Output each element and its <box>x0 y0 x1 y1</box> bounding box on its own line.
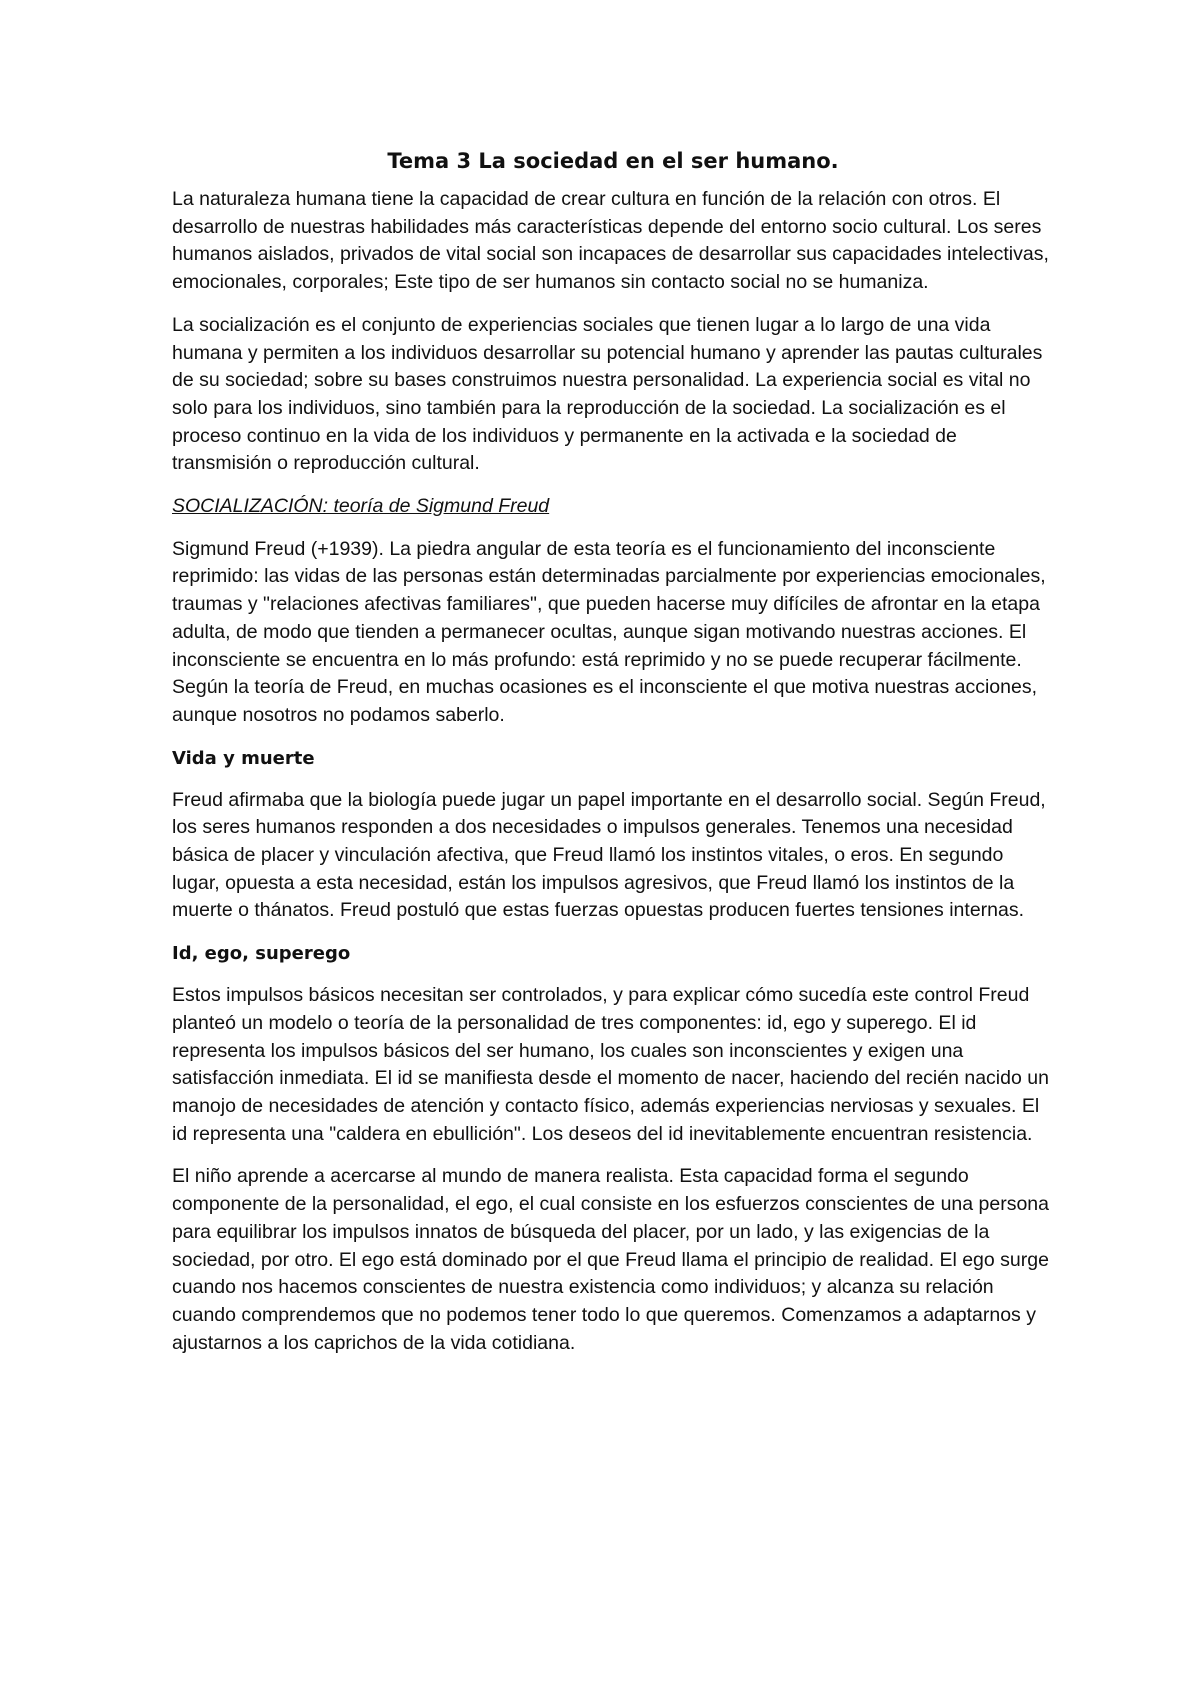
paragraph-freud: Sigmund Freud (+1939). La piedra angular de esta teoría es el funcionamiento del inconsciente reprimido: las vidas de las personas están determinadas parcialmente por experiencias emocionales, traumas y "relaciones afectivas familiares", que pueden hacerse muy difíciles de afrontar en la etapa adulta, de modo que tienden a permanecer ocultas, aunque sigan motivando nuestras acciones. El inconsciente se encuentra en lo más profundo: está reprimido y no se puede recuperar fácilmente. Según la teoría de Freud, en muchas ocasiones es el inconsciente el que motiva nuestras acciones, aunque nosotros no podamos saberlo. <box>172 537 1046 726</box>
heading-vida-y-muerte: Vida y muerte <box>172 747 315 769</box>
document-page <box>172 146 1052 1372</box>
subheading-freud: SOCIALIZACIÓN: teoría de Sigmund Freud <box>172 495 550 518</box>
paragraph-ego: El niño aprende a acercarse al mundo de manera realista. Esta capacidad forma el segundo componente de la personalidad, el ego, el cual consiste en los esfuerzos conscientes de una persona para equilibrar los impulsos innatos de búsqueda del placer, por un lado, y las exigencias de la sociedad, por otro. El ego está dominado por el que Freud llama el principio de realidad. El ego surge cuando nos hacemos conscientes de nuestra existencia como individuos; y alcanza su relación cuando comprendemos que no podemos tener todo lo que queremos. Comenzamos a adaptarnos y ajustarnos a los caprichos de la vida cotidiana. <box>172 1165 1049 1354</box>
paragraph-vida-y-muerte: Freud afirmaba que la biología puede jugar un papel importante en el desarrollo social. Según Freud, los seres humanos responden a dos necesidades o impulsos generales. Tenemos una necesidad básica de placer y vinculación afectiva, que Freud llamó los instintos vitales, o eros. En segundo lugar, opuesta a esta necesidad, están los impulsos agresivos, que Freud llamó los instintos de la muerte o thánatos. Freud postuló que estas fuerzas opuestas producen fuertes tensiones internas. <box>172 788 1046 922</box>
paragraph-intro: La naturaleza humana tiene la capacidad de crear cultura en función de la relación con otros. El desarrollo de nuestras habilidades más características depende del entorno socio cultural. Los seres humanos aislados, privados de vital social son incapaces de desarrollar sus capacidades intelectivas, emocionales, corporales; Este tipo de ser humanos sin contacto social no se humaniza. <box>172 188 1049 294</box>
document-title: Tema 3 La sociedad en el ser humano. <box>387 149 839 173</box>
paragraph-id: Estos impulsos básicos necesitan ser controlados, y para explicar cómo sucedía este control Freud planteó un modelo o teoría de la personalidad de tres componentes: id, ego y superego. El id representa los impulsos básicos del ser humano, los cuales son inconscientes y exigen una satisfacción inmediata. El id se manifiesta desde el momento de nacer, haciendo del recién nacido un manojo de necesidades de atención y contacto físico, además experiencias nerviosas y sexuales. El id representa una "caldera en ebullición". Los deseos del id inevitablemente encuentran resistencia. <box>172 984 1049 1145</box>
heading-id-ego-superego: Id, ego, superego <box>172 943 351 965</box>
paragraph-socializacion: La socialización es el conjunto de experiencias sociales que tienen lugar a lo largo de una vida humana y permiten a los individuos desarrollar su potencial humano y aprender las pautas culturales de su sociedad; sobre su bases construimos nuestra personalidad. La experiencia social es vital no solo para los individuos, sino también para la reproducción de la sociedad. La socialización es el proceso continuo en la vida de los individuos y permanente en la activada e la sociedad de transmisión o reproducción cultural. <box>172 313 1043 475</box>
